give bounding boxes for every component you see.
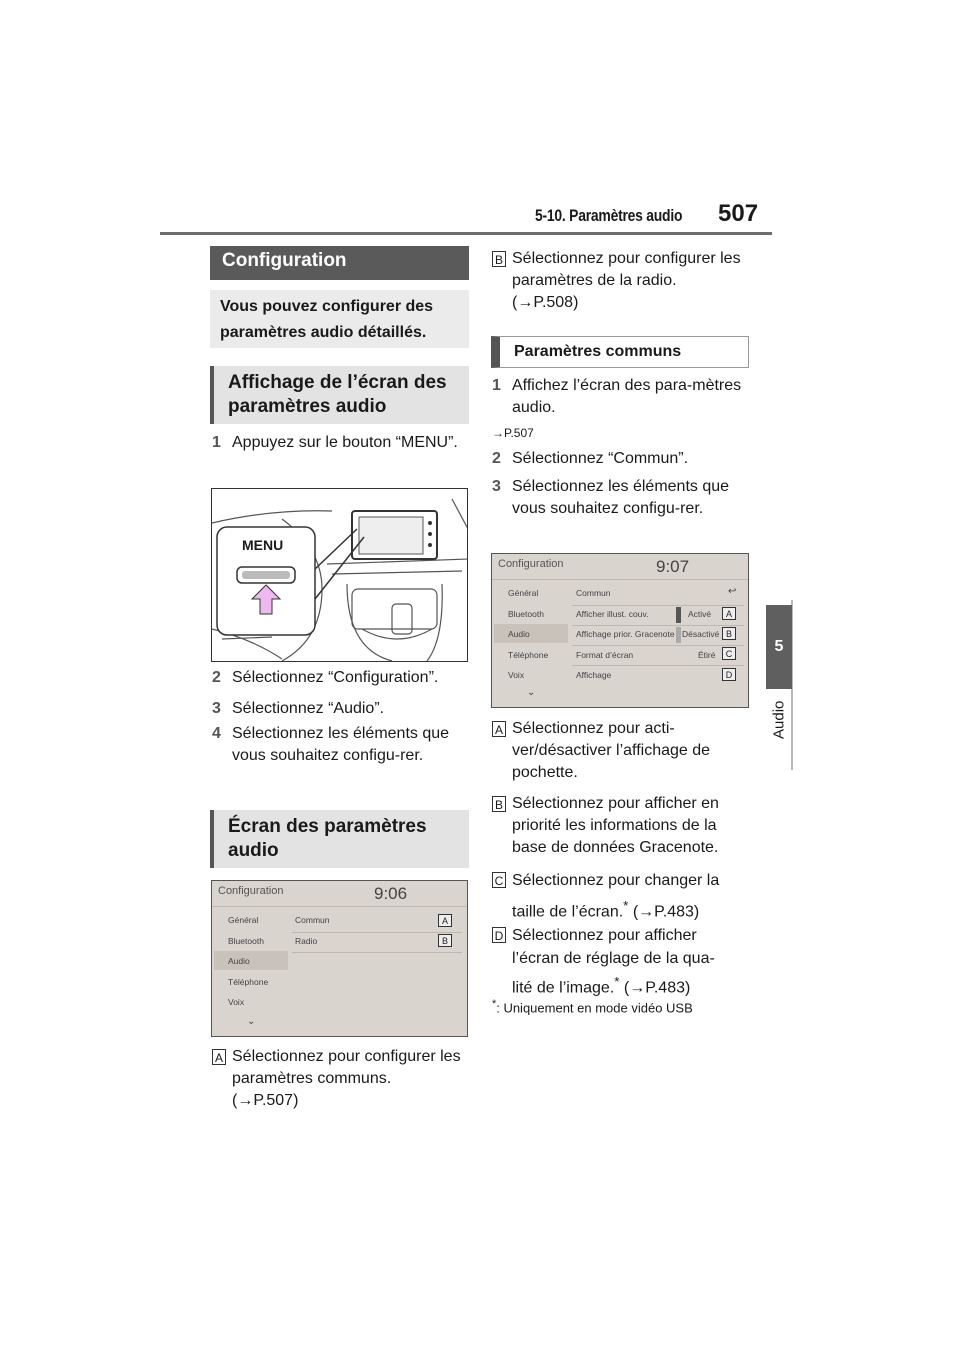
common-heading: Paramètres communs [491, 336, 749, 368]
item-c: C Sélectionnez pour changer la taille de l’écran.* (→P.483) [492, 868, 750, 924]
page-number: 507 [718, 200, 759, 227]
menu-item-audio: Audio [228, 956, 250, 966]
section-title: 5-10. Paramètres audio [535, 206, 683, 225]
screen-clock: 9:06 [374, 884, 408, 903]
right-step-3: 3 Sélectionnez les éléments que vous souhaitez configu-rer. [492, 478, 730, 517]
badge2-a: A [722, 607, 736, 620]
dashboard-illustration [211, 488, 468, 662]
menu2-item-bluetooth: Bluetooth [508, 609, 544, 619]
item-a: A Sélectionnez pour acti-ver/désactiver l’affichage de pochette. [492, 718, 742, 784]
chevron-down-icon: ⌄ [527, 687, 536, 698]
menu2-item-general: Général [508, 588, 539, 598]
value-gracenote: Désactivé [682, 629, 720, 639]
badge2-b: B [722, 627, 736, 640]
dashboard-drawing [212, 489, 468, 662]
chapter-tab: 5 [766, 605, 792, 689]
option-gracenote: Affichage prior. Gracenote [576, 629, 675, 639]
ref-line: →P.507 [492, 426, 534, 440]
value-cover-art: Activé [688, 609, 712, 619]
intro-text: Vous pouvez configurer des paramètres audio détaillés. [210, 290, 469, 348]
menu-item-telephone: Téléphone [228, 977, 269, 987]
desc-a: A Sélectionnez pour configurer les paramètres communs. (→P.507) [212, 1046, 470, 1112]
right-step-2: 2 Sélectionnez “Commun”. [492, 450, 689, 467]
menu-item-general: Général [228, 915, 259, 925]
menu-item-voice: Voix [228, 997, 245, 1007]
configuration-heading: Configuration [210, 246, 469, 280]
option-common: Commun [295, 915, 330, 925]
chevron-down-icon: ⌄ [247, 1016, 256, 1027]
common-header-item: Commun [576, 588, 611, 598]
option-cover-art: Afficher illust. couv. [576, 609, 649, 619]
header-rule [160, 232, 772, 235]
menu2-item-audio: Audio [508, 629, 530, 639]
footnote: *: Uniquement en mode vidéo USB [492, 998, 693, 1016]
menu-button-label: MENU [242, 537, 284, 553]
display-heading: Affichage de l’écran des paramètres audio [210, 366, 469, 424]
back-icon: ↩ [728, 586, 737, 597]
screen-heading: Écran des paramètres audio [210, 810, 469, 868]
badge2-c: C [722, 647, 736, 660]
step-3: 3 Sélectionnez “Audio”. [212, 700, 385, 717]
badge-b: B [438, 934, 452, 947]
item-b: B Sélectionnez pour afficher en priorité les informations de la base de données Gracenote. [492, 793, 750, 859]
menu-item-bluetooth: Bluetooth [228, 936, 264, 946]
chapter-label: Audio [770, 700, 788, 740]
step-2: 2 Sélectionnez “Configuration”. [212, 669, 439, 686]
common-settings-screen [491, 553, 749, 708]
step-1: 1 Appuyez sur le bouton “MENU”. [212, 434, 458, 451]
screen2-title: Configuration [498, 558, 564, 570]
item-d: D Sélectionnez pour afficher l’écran de réglage de la qua-lité de l’image.* (→P.483) [492, 924, 732, 999]
screen-title: Configuration [218, 885, 284, 897]
option-screen-format: Format d’écran [576, 650, 634, 660]
badge2-d: D [722, 668, 736, 681]
screen2-clock: 9:07 [656, 557, 690, 576]
menu2-item-voice: Voix [508, 670, 525, 680]
badge-a: A [438, 914, 452, 927]
option-radio: Radio [295, 936, 318, 946]
menu2-item-telephone: Téléphone [508, 650, 549, 660]
step-4: 4 Sélectionnez les éléments que vous souhaitez configu-rer. [212, 725, 450, 764]
audio-settings-screen [211, 880, 468, 1037]
value-screen-format: Étiré [698, 650, 716, 660]
desc-b: B Sélectionnez pour configurer les paramètres de la radio. (→P.508) [492, 248, 750, 314]
right-step-1: 1 Affichez l’écran des para-mètres audio. [492, 377, 742, 416]
option-display: Affichage [576, 670, 612, 680]
